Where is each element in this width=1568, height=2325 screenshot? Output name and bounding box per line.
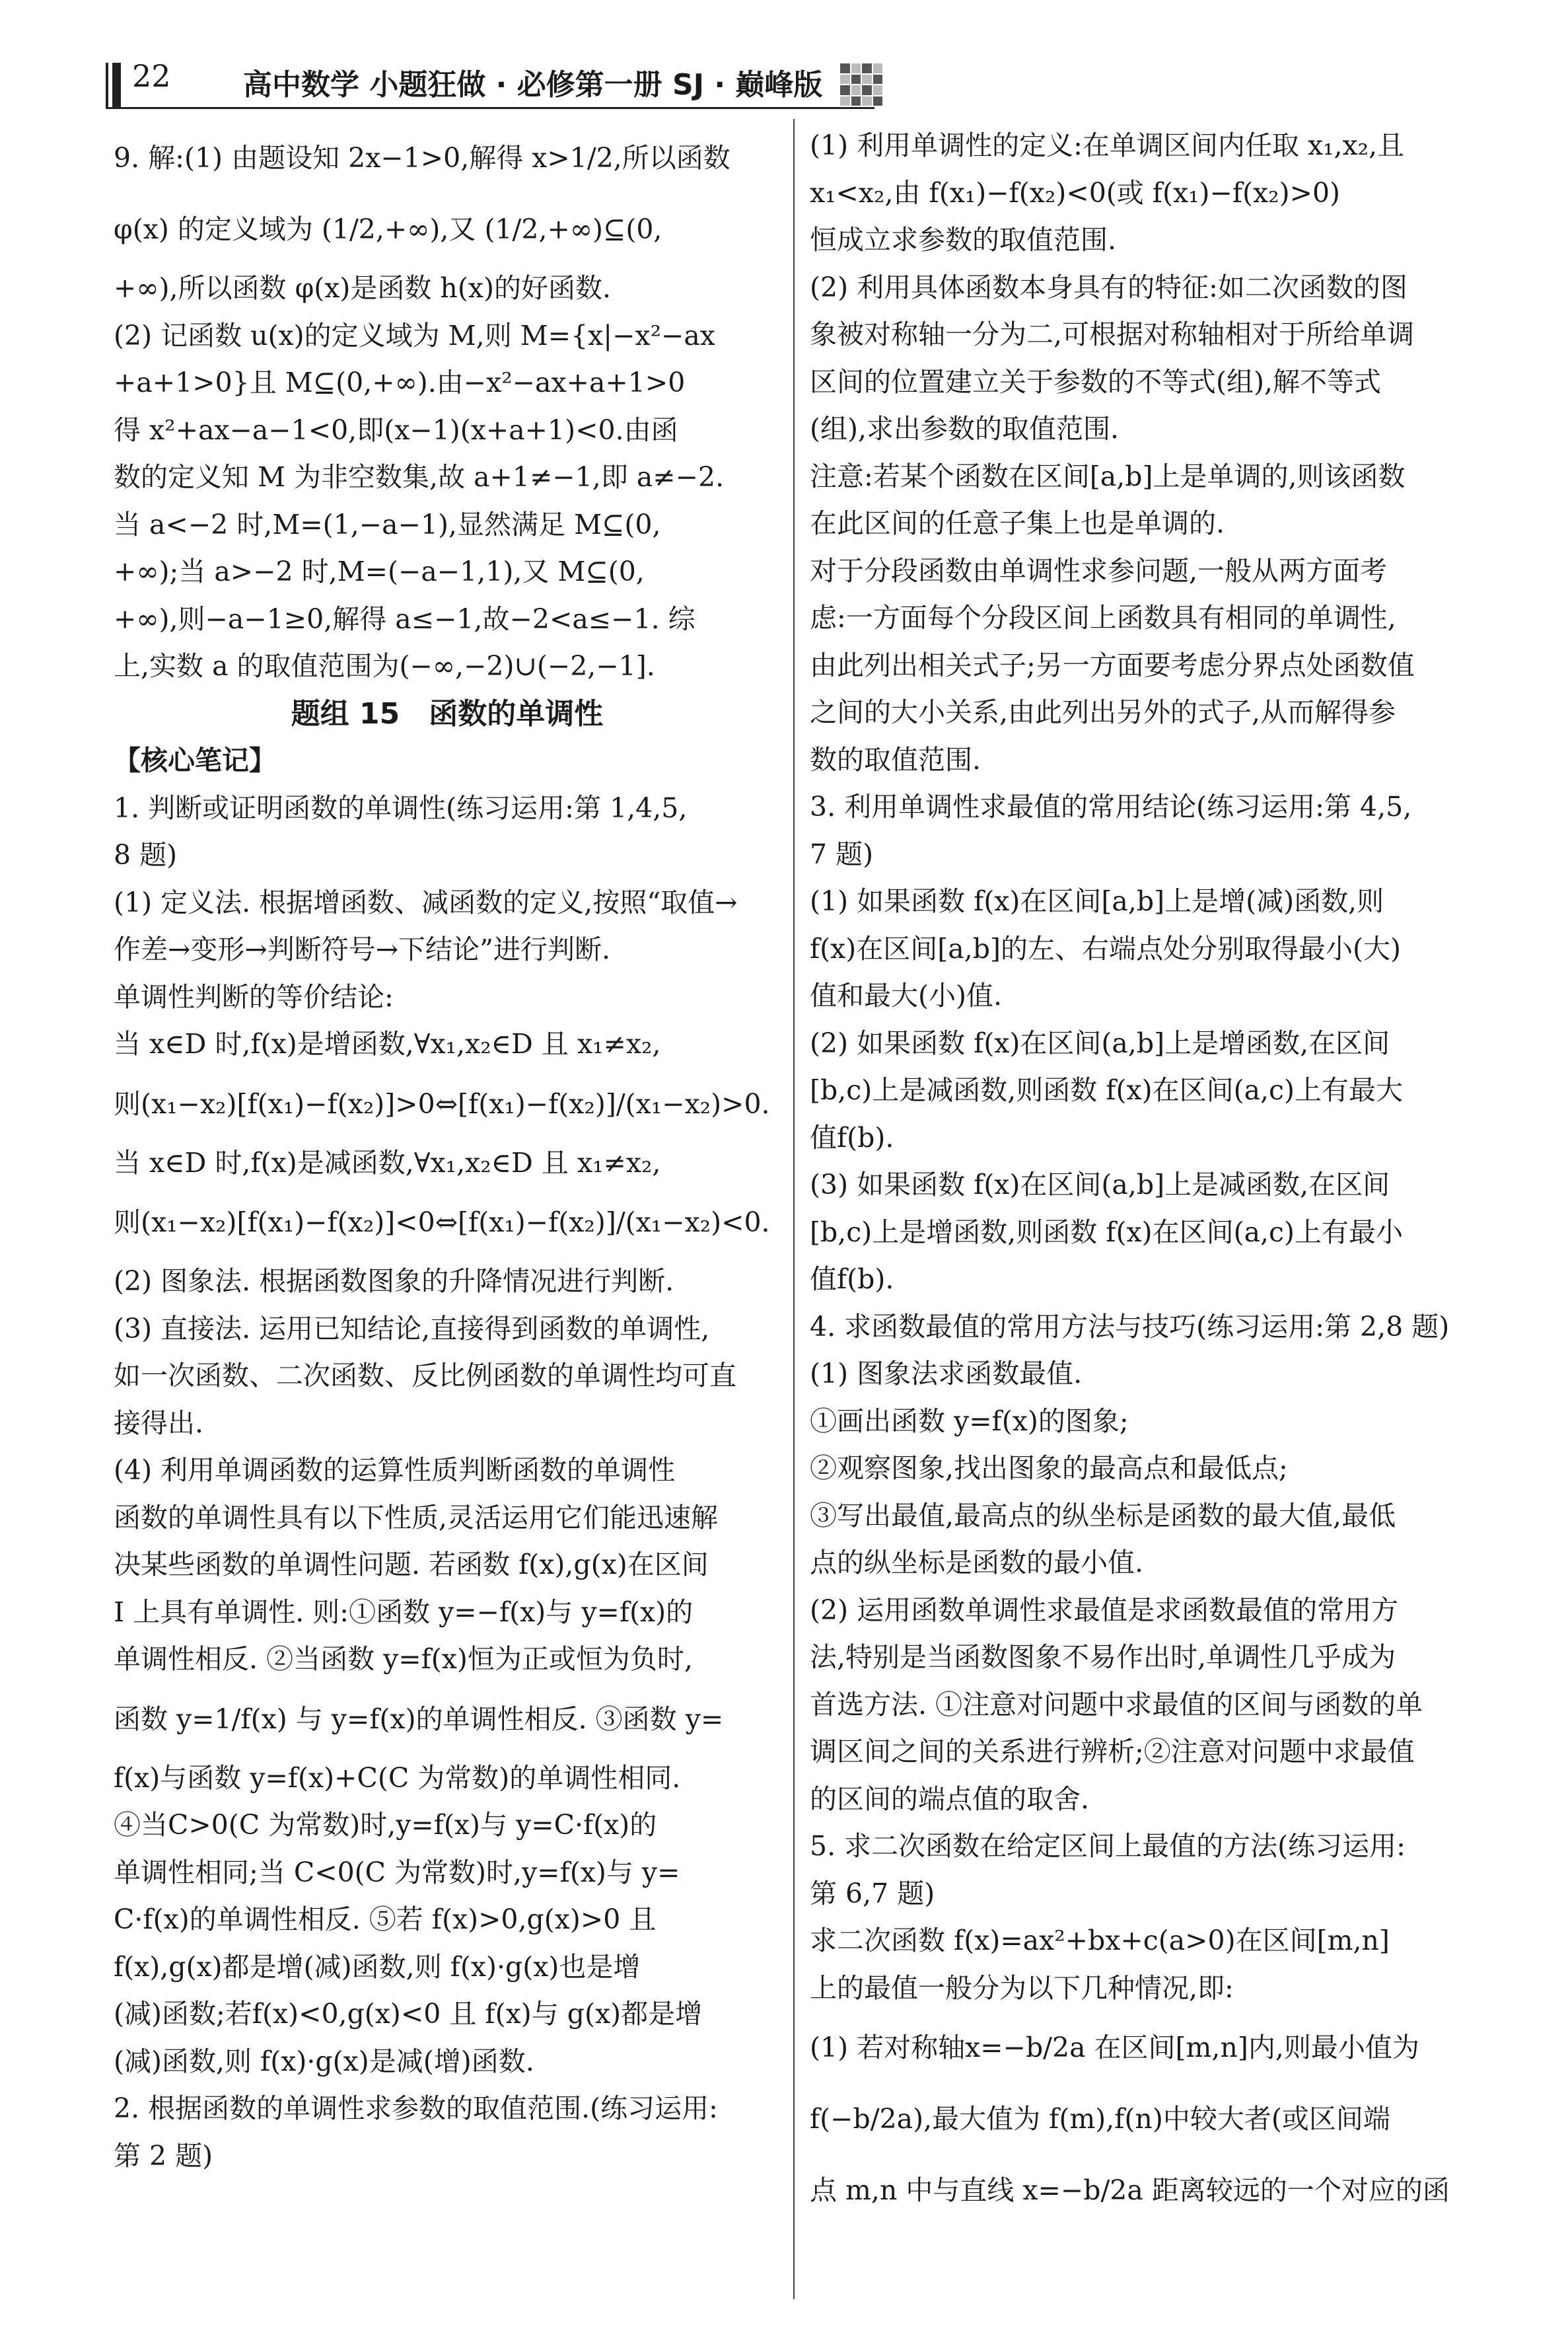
note-line: 第 2 题) (114, 2139, 213, 2172)
core-notes-heading: 【核心笔记】 (114, 745, 276, 776)
answer-9-line-4: (2) 记函数 u(x)的定义域为 M,则 M={x|−x²−ax (114, 319, 715, 351)
note-line: 上的最值一般分为以下几种情况,即: (810, 1972, 1234, 2004)
note-line: 求二次函数 f(x)=ax²+bx+c(a>0)在区间[m,n] (810, 1925, 1390, 1956)
note-line: 对于分段函数由单调性求参问题,一般从两方面考 (810, 554, 1388, 587)
note-line: f(x),g(x)都是增(减)函数,则 f(x)·g(x)也是增 (114, 1950, 641, 1983)
note-line: (2) 图象法. 根据函数图象的升降情况进行判断. (114, 1265, 674, 1297)
note-line: 接得出. (114, 1407, 204, 1439)
note-line: (2) 如果函数 f(x)在区间(a,b]上是增函数,在区间 (810, 1027, 1390, 1059)
note-line: 由此列出相关式子;另一方面要考虑分界点处函数值 (810, 649, 1415, 681)
formula-line: 则(x₁−x₂)[f(x₁)−f(x₂)]<0⇔[f(x₁)−f(x₂)]/(x₁−x₂)<0. (114, 1206, 770, 1238)
note-line: 单调性相同;当 C<0(C 为常数)时,y=f(x)与 y= (114, 1856, 680, 1888)
note-line: C·f(x)的单调性相反. ⑤若 f(x)>0,g(x)>0 且 (114, 1903, 657, 1935)
header-underline (106, 107, 874, 109)
note-line: [b,c)上是减函数,则函数 f(x)在区间(a,c)上有最大 (810, 1074, 1404, 1106)
answer-9-line-3: +∞),所以函数 φ(x)是函数 h(x)的好函数. (114, 272, 611, 304)
note-line: 如一次函数、二次函数、反比例函数的单调性均可直 (114, 1360, 736, 1391)
note-line: 当 x∈D 时,f(x)是减函数,∀x₁,x₂∈D 且 x₁≠x₂, (114, 1146, 661, 1179)
note-line: 函数的单调性具有以下性质,灵活运用它们能迅速解 (114, 1501, 719, 1533)
note-line: (1) 图象法求函数最值. (810, 1358, 1083, 1389)
note-line: 调区间之间的关系进行辨析;②注意对问题中求最值 (810, 1736, 1415, 1767)
answer-9-line-5: +a+1>0}且 M⊆(0,+∞).由−x²−ax+a+1>0 (114, 367, 686, 398)
note-line: (3) 如果函数 f(x)在区间(a,b]上是减函数,在区间 (810, 1169, 1390, 1200)
note-line: (1) 定义法. 根据增函数、减函数的定义,按照“取值→ (114, 886, 738, 918)
formula-line: 函数 y=1/f(x) 与 y=f(x)的单调性相反. ③函数 y= (114, 1703, 724, 1735)
note-line: (减)函数,则 f(x)·g(x)是减(增)函数. (114, 2045, 534, 2077)
note-line: 单调性相反. ②当函数 y=f(x)恒为正或恒为负时, (114, 1643, 693, 1675)
note-line: 4. 求函数最值的常用方法与技巧(练习运用:第 2,8 题) (810, 1310, 1450, 1343)
note-line: 第 6,7 题) (810, 1877, 935, 1909)
answer-9-line-6: 得 x²+ax−a−1<0,即(x−1)(x+a+1)<0.由函 (114, 414, 678, 446)
note-line: (减)函数;若f(x)<0,g(x)<0 且 f(x)与 g(x)都是增 (114, 1998, 703, 2030)
note-line: (组),求出参数的取值范围. (810, 413, 1120, 445)
note-line: I 上具有单调性. 则:①函数 y=−f(x)与 y=f(x)的 (114, 1596, 694, 1628)
note-line: 3. 利用单调性求最值的常用结论(练习运用:第 4,5, (810, 791, 1412, 823)
note-line: 在此区间的任意子集上也是单调的. (810, 507, 1225, 539)
note-line: f(x)在区间[a,b]的左、右端点处分别取得最小(大) (810, 932, 1401, 965)
note-line: 当 x∈D 时,f(x)是增函数,∀x₁,x₂∈D 且 x₁≠x₂, (114, 1028, 661, 1060)
note-line: 之间的大小关系,由此列出另外的式子,从而解得参 (810, 696, 1396, 728)
note-line: (2) 利用具体函数本身具有的特征:如二次函数的图 (810, 271, 1408, 303)
pattern-icon (840, 63, 882, 106)
note-line: 7 题) (810, 838, 874, 870)
answer-9-line-2: φ(x) 的定义域为 (1/2,+∞),又 (1/2,+∞)⊆(0, (114, 213, 662, 245)
note-line: 值f(b). (810, 1263, 894, 1295)
book-title: 高中数学 小题狂做 · 必修第一册 SJ · 巅峰版 (243, 68, 823, 102)
header-rule-thick (112, 63, 121, 109)
page-number: 22 (132, 58, 171, 94)
note-line: 1. 判断或证明函数的单调性(练习运用:第 1,4,5, (114, 792, 688, 824)
note-line: 数的取值范围. (810, 743, 981, 776)
note-line: (2) 运用函数单调性求最值是求函数最值的常用方 (810, 1594, 1399, 1626)
note-line: 区间的位置建立关于参数的不等式(组),解不等式 (810, 365, 1382, 398)
note-line: 8 题) (114, 839, 178, 871)
formula-line: (1) 若对称轴x=−b/2a 在区间[m,n]内,则最小值为 (810, 2032, 1419, 2063)
answer-9-line-7: 数的定义知 M 为非空数集,故 a+1≠−1,即 a≠−2. (114, 461, 725, 493)
answer-9-line-1: 9. 解:(1) 由题设知 2x−1>0,解得 x>1/2,所以函数 (114, 142, 731, 174)
note-line: 值f(b). (810, 1121, 894, 1154)
formula-line: 点 m,n 中与直线 x=−b/2a 距离较远的一个对应的函 (810, 2174, 1450, 2206)
note-line: 作差→变形→判断符号→下结论”进行判断. (114, 934, 611, 965)
note-line: ④当C>0(C 为常数)时,y=f(x)与 y=C·f(x)的 (114, 1809, 657, 1841)
section-title: 题组 15 函数的单调性 (291, 696, 604, 731)
answer-9-line-10: +∞),则−a−1≥0,解得 a≤−1,故−2<a≤−1. 综 (114, 603, 695, 635)
note-line: [b,c)上是增函数,则函数 f(x)在区间(a,c)上有最小 (810, 1216, 1404, 1248)
header-rule-thin (106, 63, 108, 109)
note-line: ③写出最值,最高点的纵坐标是函数的最大值,最低 (810, 1499, 1396, 1532)
note-line: 的区间的端点值的取舍. (810, 1783, 1090, 1815)
note-line: 单调性判断的等价结论: (114, 980, 394, 1013)
note-line: ②观察图象,找出图象的最高点和最低点; (810, 1452, 1288, 1484)
note-line: (4) 利用单调函数的运算性质判断函数的单调性 (114, 1454, 676, 1486)
note-line: 值和最大(小)值. (810, 980, 1003, 1012)
note-line: (1) 如果函数 f(x)在区间[a,b]上是增(减)函数,则 (810, 885, 1384, 917)
note-line: (1) 利用单调性的定义:在单调区间内任取 x₁,x₂,且 (810, 129, 1405, 161)
answer-9-line-9: +∞);当 a>−2 时,M=(−a−1,1),又 M⊆(0, (114, 556, 645, 587)
formula-line: f(−b/2a),最大值为 f(m),f(n)中较大者(或区间端 (810, 2103, 1390, 2135)
right-column (810, 122, 1477, 2226)
note-line: 注意:若某个函数在区间[a,b]上是单调的,则该函数 (810, 460, 1406, 492)
note-line: 决某些函数的单调性问题. 若函数 f(x),g(x)在区间 (114, 1549, 709, 1580)
note-line: 象被对称轴一分为二,可根据对称轴相对于所给单调 (810, 318, 1415, 350)
answer-9-line-11: 上,实数 a 的取值范围为(−∞,−2)∪(−2,−1]. (114, 650, 655, 682)
note-line: 5. 求二次函数在给定区间上最值的方法(练习运用: (810, 1830, 1406, 1862)
left-column (114, 122, 781, 2180)
note-line: 恒成立求参数的取值范围. (810, 224, 1117, 256)
note-line: 2. 根据函数的单调性求参数的取值范围.(练习运用: (114, 2092, 718, 2124)
note-line: 法,特别是当函数图象不易作出时,单调性几乎成为 (810, 1641, 1396, 1673)
note-line: 点的纵坐标是函数的最小值. (810, 1547, 1144, 1578)
note-line: 首选方法. ①注意对问题中求最值的区间与函数的单 (810, 1688, 1423, 1720)
column-divider (793, 119, 795, 2299)
note-line: x₁<x₂,由 f(x₁)−f(x₂)<0(或 f(x₁)−f(x₂)>0) (810, 176, 1341, 209)
formula-line: 则(x₁−x₂)[f(x₁)−f(x₂)]>0⇔[f(x₁)−f(x₂)]/(x₁−x₂)>0. (114, 1088, 770, 1120)
note-line: ①画出函数 y=f(x)的图象; (810, 1405, 1129, 1437)
note-line: f(x)与函数 y=f(x)+C(C 为常数)的单调性相同. (114, 1761, 681, 1794)
answer-9-line-8: 当 a<−2 时,M=(1,−a−1),显然满足 M⊆(0, (114, 508, 661, 540)
note-line: 虑:一方面每个分段区间上函数具有相同的单调性, (810, 602, 1396, 634)
note-line: (3) 直接法. 运用已知结论,直接得到函数的单调性, (114, 1312, 710, 1345)
